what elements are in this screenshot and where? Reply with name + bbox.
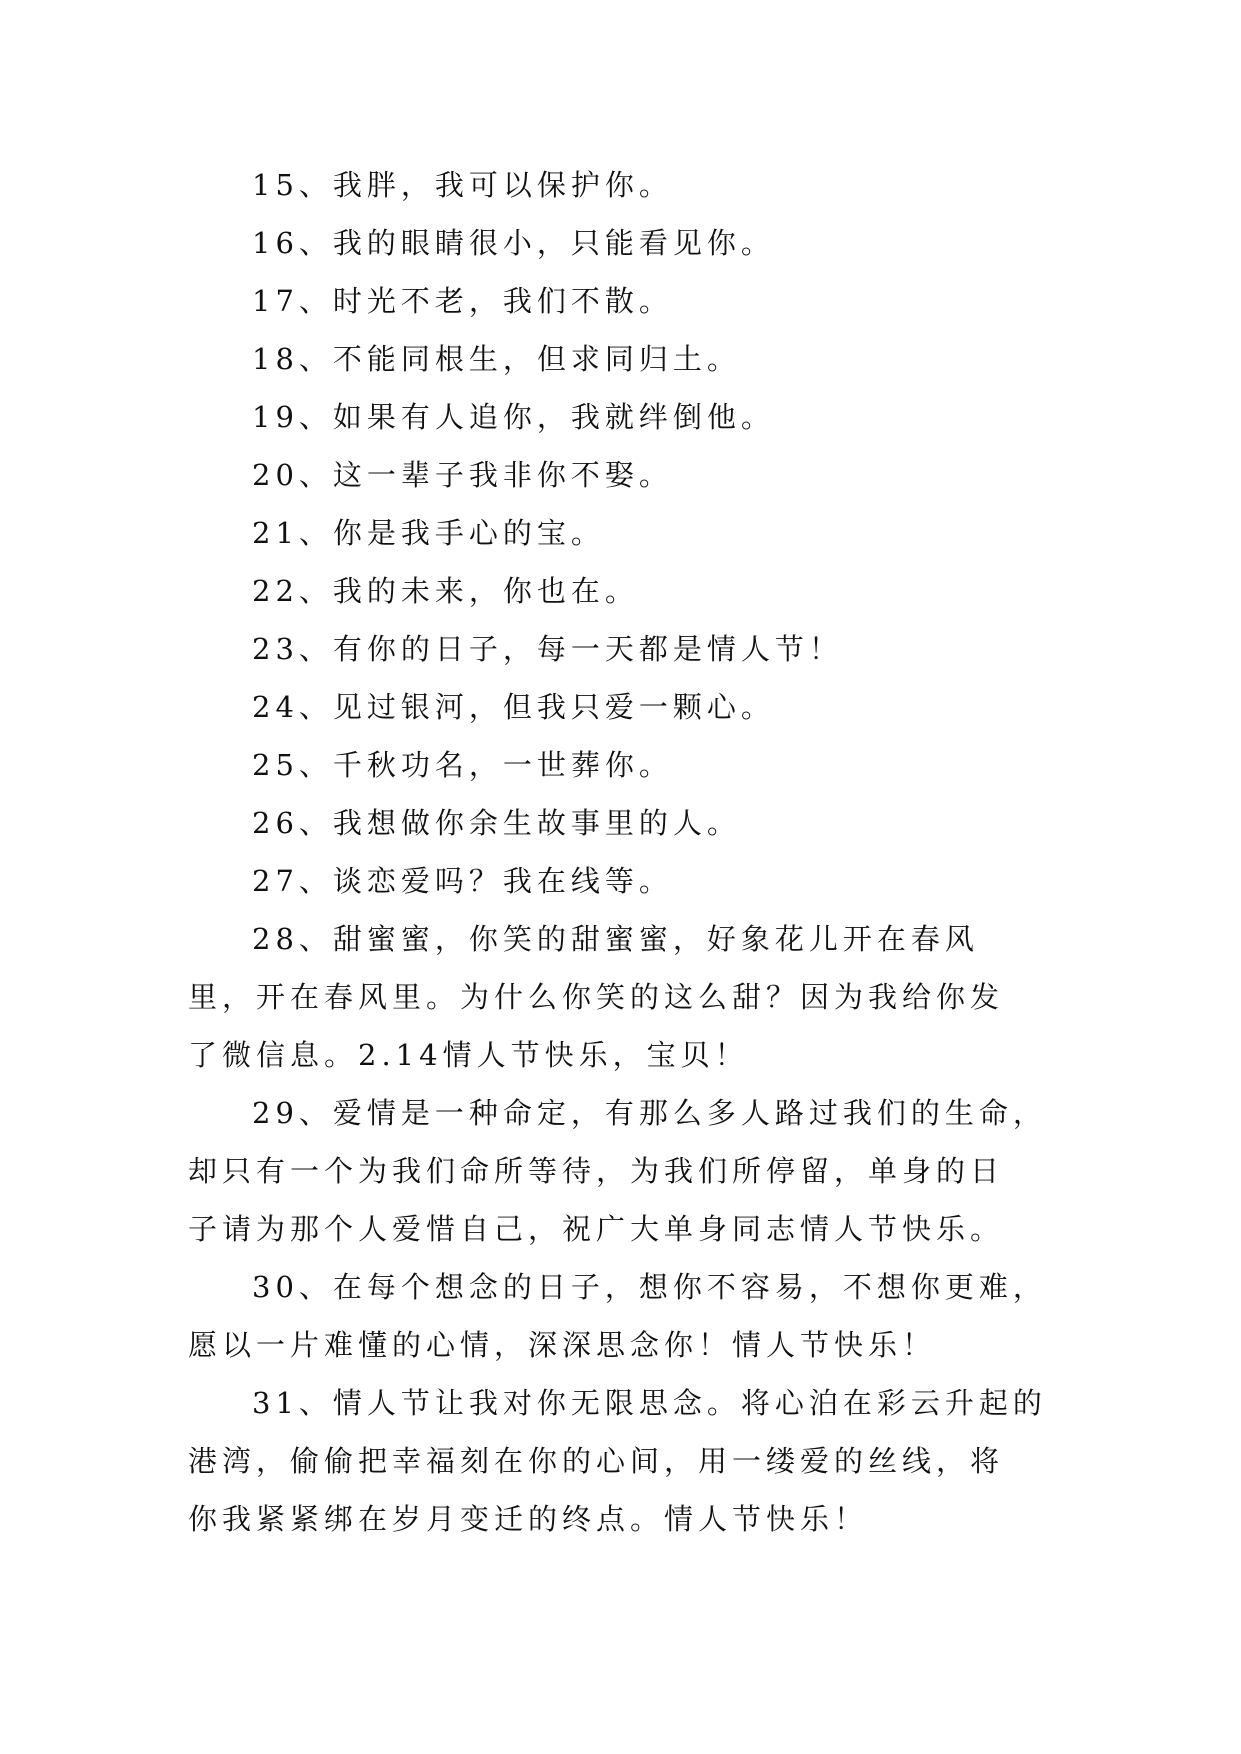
list-item: 23、有你的日子，每一天都是情人节！ — [252, 632, 843, 666]
list-item: 24、见过银河，但我只爱一颗心。 — [252, 690, 775, 724]
paragraph-line: 28、甜蜜蜜，你笑的甜蜜蜜，好象花儿开在春风 — [252, 922, 979, 956]
paragraph-line: 港湾，偷偷把幸福刻在你的心间，用一缕爱的丝线，将 — [188, 1444, 1005, 1478]
paragraph-line: 里，开在春风里。为什么你笑的这么甜？因为我给你发 — [188, 980, 1005, 1014]
paragraph-line: 30、在每个想念的日子，想你不容易，不想你更难， — [252, 1270, 1047, 1304]
list-item: 22、我的未来，你也在。 — [252, 574, 639, 608]
list-item: 26、我想做你余生故事里的人。 — [252, 806, 741, 840]
paragraph-line: 愿以一片难懂的心情，深深思念你！情人节快乐！ — [188, 1328, 937, 1362]
list-item: 17、时光不老，我们不散。 — [252, 284, 673, 318]
paragraph-line: 29、爱情是一种命定，有那么多人路过我们的生命， — [252, 1096, 1047, 1130]
paragraph-line: 了微信息。2.14情人节快乐，宝贝！ — [188, 1038, 749, 1072]
list-item: 15、我胖，我可以保护你。 — [252, 168, 673, 202]
list-item: 25、千秋功名，一世葬你。 — [252, 748, 673, 782]
paragraph-line: 却只有一个为我们命所等待，为我们所停留，单身的日 — [188, 1154, 1005, 1188]
paragraph-line: 31、情人节让我对你无限思念。将心泊在彩云升起的 — [252, 1386, 1047, 1420]
list-item: 16、我的眼睛很小，只能看见你。 — [252, 226, 775, 260]
list-item: 19、如果有人追你，我就绊倒他。 — [252, 400, 775, 434]
list-item: 21、你是我手心的宝。 — [252, 516, 605, 550]
list-item: 20、这一辈子我非你不娶。 — [252, 458, 673, 492]
list-item: 18、不能同根生，但求同归土。 — [252, 342, 741, 376]
list-item: 27、谈恋爱吗？我在线等。 — [252, 864, 673, 898]
paragraph-line: 子请为那个人爱惜自己，祝广大单身同志情人节快乐。 — [188, 1212, 1005, 1246]
paragraph-line: 你我紧紧绑在岁月变迁的终点。情人节快乐！ — [188, 1502, 869, 1536]
